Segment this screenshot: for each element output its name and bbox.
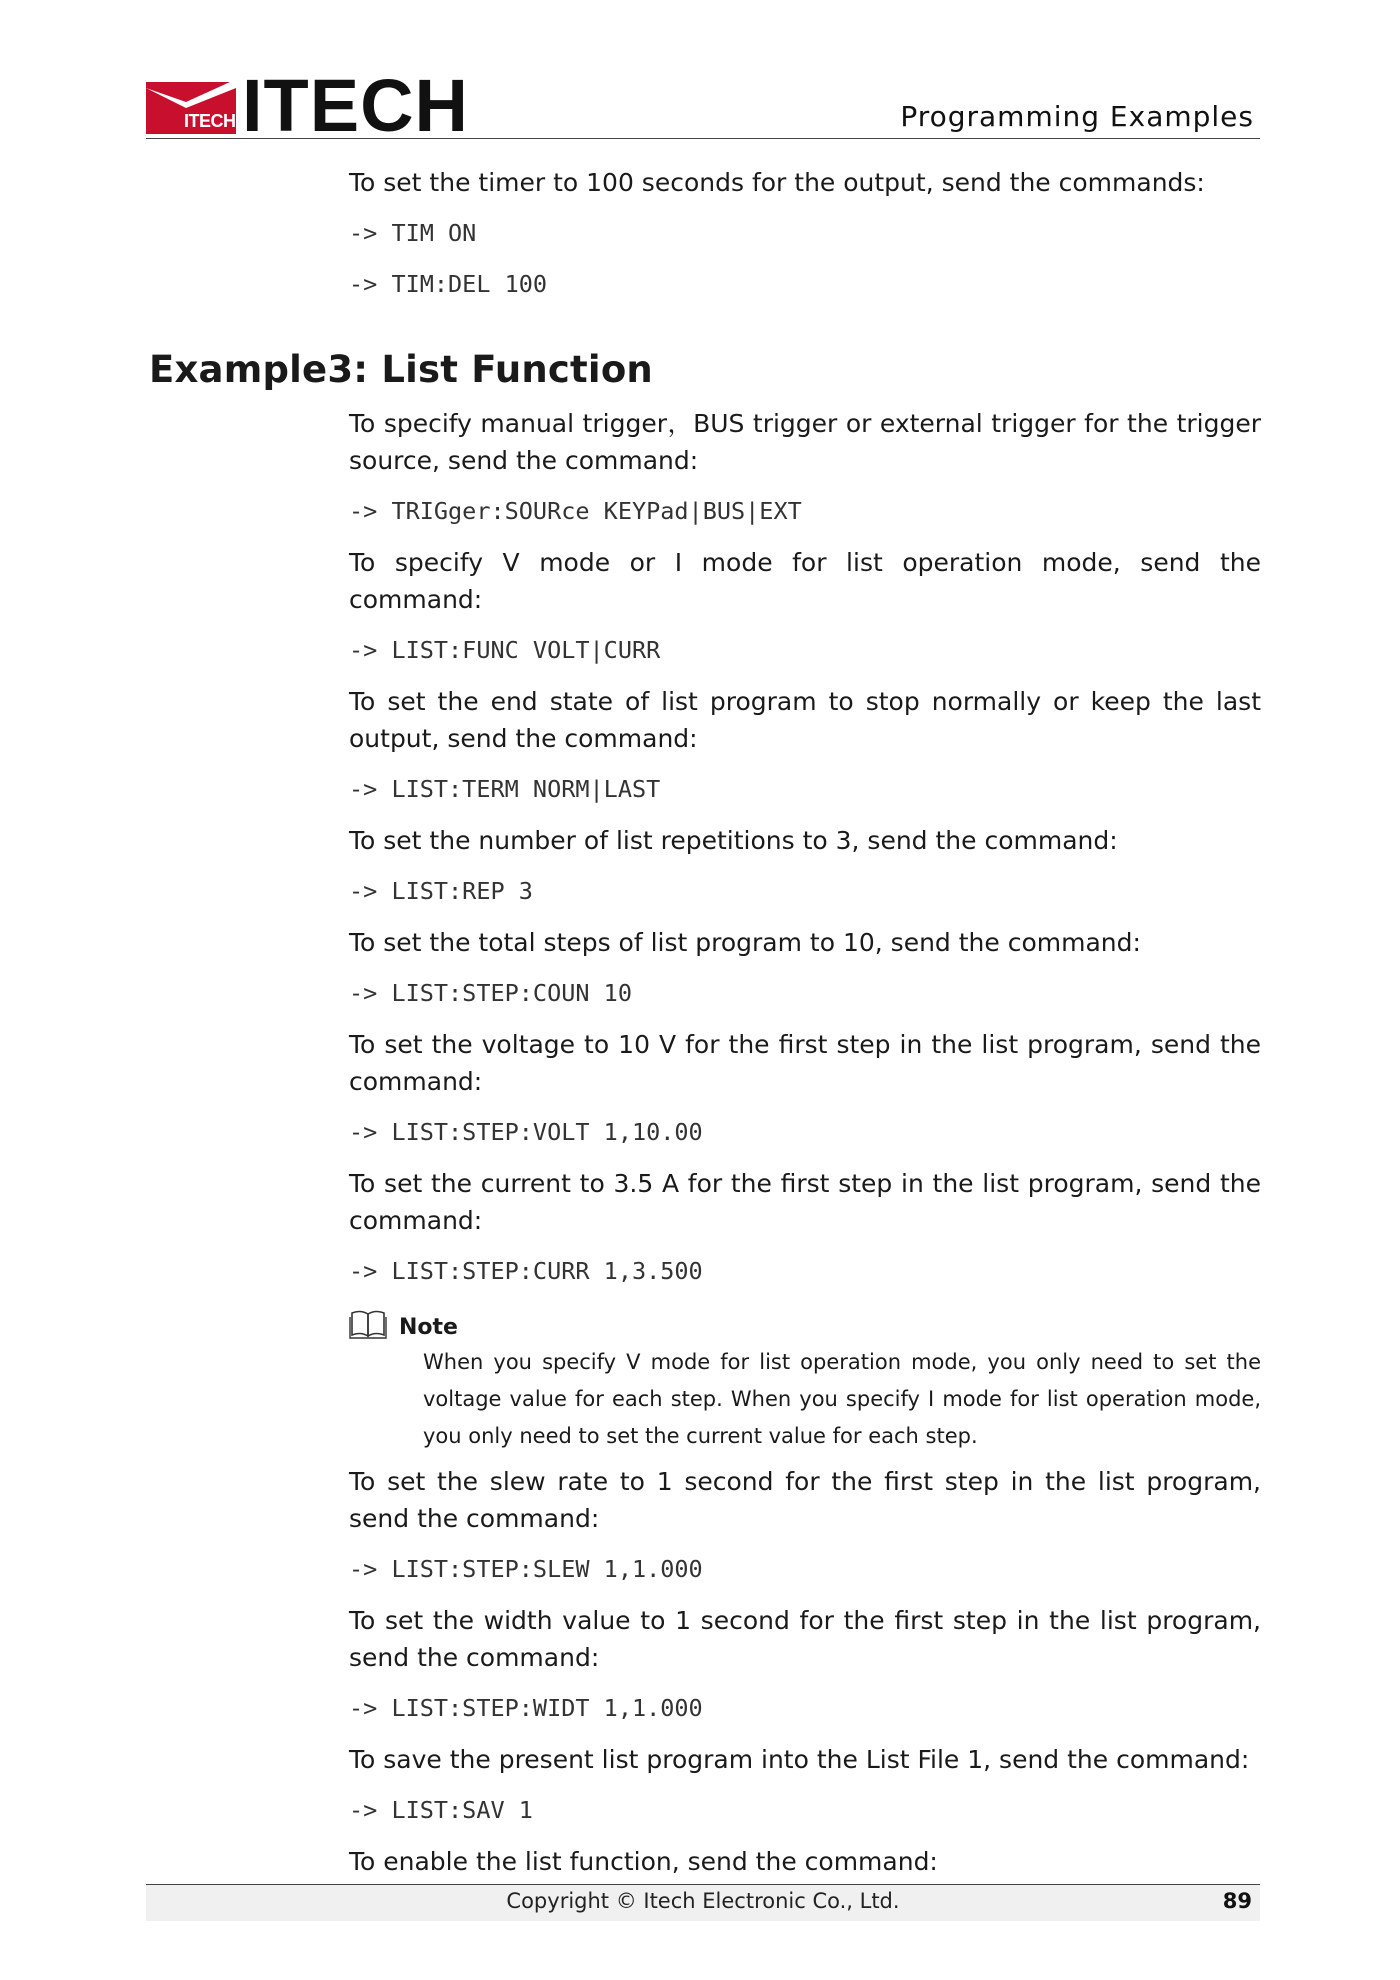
command-line: -> LIST:TERM NORM|LAST	[349, 775, 661, 803]
command-line: -> TIM:DEL 100	[349, 270, 548, 298]
page-content	[149, 164, 1261, 1894]
section-heading: Example3: List Function	[149, 348, 653, 391]
book-icon	[349, 1309, 387, 1339]
command-line: -> TIM ON	[349, 219, 477, 247]
paragraph: To specify V mode or I mode for list operation mode, send the command:	[349, 548, 1261, 614]
command-line: -> LIST:FUNC VOLT|CURR	[349, 636, 661, 664]
logo-flag-text: ITECH	[184, 111, 236, 131]
logo-flag-icon	[146, 78, 236, 134]
paragraph: To set the slew rate to 1 second for the first step in the list program, send the command:	[349, 1467, 1261, 1533]
note-label: Note	[399, 1314, 458, 1340]
note-box	[349, 1304, 1261, 1455]
command-line: -> LIST:STEP:COUN 10	[349, 979, 632, 1007]
paragraph: To specify manual trigger，BUS trigger or external trigger for the trigger source, send the command:	[349, 409, 1261, 475]
command-line: -> LIST:SAV 1	[349, 1796, 533, 1824]
paragraph: To set the voltage to 10 V for the first step in the list program, send the command:	[349, 1030, 1261, 1096]
note-text: When you specify V mode for list operation mode, you only need to set the voltage value for each step. When you specify I mode for list operation mode, you only need to set the current value for each step.	[423, 1350, 1261, 1448]
page-header	[146, 64, 1260, 147]
command-line: -> LIST:REP 3	[349, 877, 533, 905]
paragraph: To save the present list program into the List File 1, send the command:	[349, 1745, 1250, 1774]
logo-wordmark: ITECH	[242, 64, 469, 147]
note-header	[349, 1304, 1261, 1344]
paragraph: To set the current to 3.5 A for the first step in the list program, send the command:	[349, 1169, 1261, 1235]
paragraph: To set the number of list repetitions to 3, send the command:	[349, 826, 1118, 855]
command-line: -> TRIGger:SOURce KEYPad|BUS|EXT	[349, 497, 802, 525]
paragraph: To enable the list function, send the command:	[349, 1847, 938, 1876]
paragraph: To set the end state of list program to stop normally or keep the last output, send the command:	[349, 687, 1261, 753]
page-footer	[146, 1884, 1260, 1921]
itech-logo	[146, 64, 469, 147]
page-number: 89	[1222, 1889, 1252, 1913]
section-title: Programming Examples	[900, 100, 1254, 133]
command-line: -> LIST:STEP:SLEW 1,1.000	[349, 1555, 703, 1583]
command-line: -> LIST:STEP:CURR 1,3.500	[349, 1257, 703, 1285]
paragraph: To set the timer to 100 seconds for the output, send the commands:	[349, 168, 1205, 197]
command-line: -> LIST:STEP:WIDT 1,1.000	[349, 1694, 703, 1722]
command-line: -> LIST:STEP:VOLT 1,10.00	[349, 1118, 703, 1146]
copyright-text: Copyright © Itech Electronic Co., Ltd.	[506, 1889, 900, 1913]
paragraph: To set the width value to 1 second for the first step in the list program, send the command:	[349, 1606, 1261, 1672]
paragraph: To set the total steps of list program to 10, send the command:	[349, 928, 1141, 957]
